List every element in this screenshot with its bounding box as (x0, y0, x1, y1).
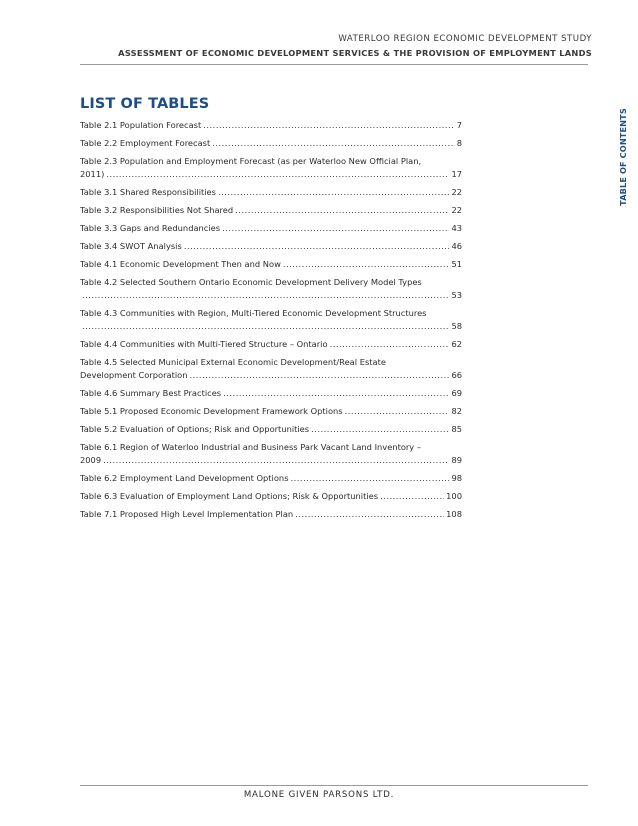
toc-entry-title: Table 5.2 Evaluation of Options; Risk and Opportunities (80, 424, 310, 434)
toc-page-number: 66 (451, 370, 462, 380)
header-divider (80, 64, 588, 65)
toc-line (80, 423, 462, 436)
dot-leader (218, 186, 449, 199)
toc-page-number: 53 (451, 290, 462, 300)
toc-page-number: 22 (451, 187, 462, 197)
toc-entry-title: Table 4.3 Communities with Region, Multi-Tiered Economic Development Structures (80, 308, 427, 318)
toc-entry[interactable] (80, 405, 462, 418)
toc-entry[interactable] (80, 307, 462, 333)
toc-line (80, 490, 462, 503)
toc-line (80, 369, 462, 382)
footer-divider (80, 785, 588, 786)
dot-leader (330, 338, 450, 351)
toc-entry-title: Table 4.1 Economic Development Then and Now (80, 259, 281, 269)
toc-entry-title: Table 6.3 Evaluation of Employment Land Options; Risk & Opportunities (80, 491, 379, 501)
toc-entry[interactable] (80, 423, 462, 436)
toc-entry[interactable] (80, 240, 462, 253)
toc-entry[interactable] (80, 137, 462, 150)
toc-entry-title: Table 2.1 Population Forecast (80, 120, 202, 130)
toc-entry[interactable] (80, 186, 462, 199)
toc-entry-title: Development Corporation (80, 370, 188, 380)
toc-entry[interactable] (80, 356, 462, 382)
toc-entry[interactable] (80, 222, 462, 235)
toc-line (80, 168, 462, 181)
toc-line (80, 222, 462, 235)
dot-leader (345, 405, 450, 418)
toc-line (80, 204, 462, 217)
toc-page-number: 69 (451, 388, 462, 398)
document-subtitle: ASSESSMENT OF ECONOMIC DEVELOPMENT SERVICES & THE PROVISION OF EMPLOYMENT LANDS (118, 48, 592, 58)
dot-leader (190, 369, 450, 382)
toc-entry-title: Table 4.2 Selected Southern Ontario Economic Development Delivery Model Types (80, 277, 422, 287)
dot-leader (82, 289, 449, 302)
toc-line (80, 240, 462, 253)
toc-line (80, 508, 462, 521)
side-tab-label: TABLE OF CONTENTS (618, 108, 628, 206)
toc-page-number: 8 (456, 138, 462, 148)
toc-entry[interactable] (80, 387, 462, 400)
toc-line (80, 387, 462, 400)
toc-page-number: 43 (451, 223, 462, 233)
toc-page-number: 82 (451, 406, 462, 416)
toc-entry-title: Table 4.6 Summary Best Practices (80, 388, 222, 398)
toc-entry-title: Table 7.1 Proposed High Level Implementation Plan (80, 509, 294, 519)
toc-line (80, 441, 462, 454)
table-of-contents-tab[interactable] (615, 108, 631, 206)
toc-page-number: 51 (451, 259, 462, 269)
toc-entry[interactable] (80, 508, 462, 521)
toc-entry[interactable] (80, 276, 462, 302)
dot-leader (235, 204, 449, 217)
toc-entry-title: Table 2.3 Population and Employment Forecast (as per Waterloo New Official Plan, (80, 156, 422, 166)
toc-entry[interactable] (80, 338, 462, 351)
dot-leader (283, 258, 450, 271)
toc-entry[interactable] (80, 258, 462, 271)
toc-line (80, 320, 462, 333)
toc-entry[interactable] (80, 490, 462, 503)
dot-leader (82, 320, 449, 333)
dot-leader (291, 472, 450, 485)
toc-page-number: 100 (446, 491, 462, 501)
dot-leader (184, 240, 450, 253)
toc-line (80, 472, 462, 485)
toc-line (80, 276, 462, 289)
toc-entry-title: Table 6.1 Region of Waterloo Industrial and Business Park Vacant Land Inventory – (80, 442, 422, 452)
toc-line (80, 307, 462, 320)
list-of-tables (80, 119, 462, 526)
toc-entry-title: Table 2.2 Employment Forecast (80, 138, 211, 148)
toc-line (80, 119, 462, 132)
toc-entry[interactable] (80, 119, 462, 132)
dot-leader (223, 387, 449, 400)
toc-entry-title: Table 6.2 Employment Land Development Options (80, 473, 289, 483)
toc-line (80, 356, 462, 369)
toc-entry[interactable] (80, 155, 462, 181)
toc-page-number: 89 (451, 455, 462, 465)
toc-entry-title: Table 4.4 Communities with Multi-Tiered Structure – Ontario (80, 339, 328, 349)
dot-leader (106, 168, 449, 181)
toc-page-number: 62 (451, 339, 462, 349)
toc-entry-title: 2011) (80, 169, 105, 179)
toc-line (80, 258, 462, 271)
toc-line (80, 338, 462, 351)
toc-line (80, 289, 462, 302)
toc-entry[interactable] (80, 472, 462, 485)
dot-leader (212, 137, 454, 150)
study-title: WATERLOO REGION ECONOMIC DEVELOPMENT STUDY (338, 34, 592, 44)
toc-page-number: 85 (451, 424, 462, 434)
toc-page-number: 98 (451, 473, 462, 483)
toc-entry-title: Table 5.1 Proposed Economic Development Framework Options (80, 406, 343, 416)
dot-leader (203, 119, 454, 132)
toc-entry-title: Table 4.5 Selected Municipal External Economic Development/Real Estate (80, 357, 386, 367)
toc-line (80, 186, 462, 199)
toc-entry-title: 2009 (80, 455, 102, 465)
toc-entry[interactable] (80, 204, 462, 217)
dot-leader (311, 423, 449, 436)
dot-leader (222, 222, 449, 235)
dot-leader (380, 490, 444, 503)
dot-leader (295, 508, 444, 521)
toc-entry[interactable] (80, 441, 462, 467)
toc-entry-title: Table 3.4 SWOT Analysis (80, 241, 182, 251)
toc-entry-title: Table 3.2 Responsibilities Not Shared (80, 205, 234, 215)
toc-page-number: 108 (446, 509, 462, 519)
toc-line (80, 405, 462, 418)
toc-page-number: 7 (456, 120, 462, 130)
toc-entry-title: Table 3.3 Gaps and Redundancies (80, 223, 221, 233)
toc-line (80, 454, 462, 467)
toc-page-number: 58 (451, 321, 462, 331)
toc-page-number: 46 (451, 241, 462, 251)
toc-page-number: 22 (451, 205, 462, 215)
toc-page-number: 17 (451, 169, 462, 179)
section-title: LIST OF TABLES (80, 96, 210, 112)
footer-company: MALONE GIVEN PARSONS LTD. (243, 790, 395, 800)
toc-line (80, 137, 462, 150)
dot-leader (103, 454, 449, 467)
toc-entry-title: Table 3.1 Shared Responsibilities (80, 187, 216, 197)
toc-line (80, 155, 462, 168)
